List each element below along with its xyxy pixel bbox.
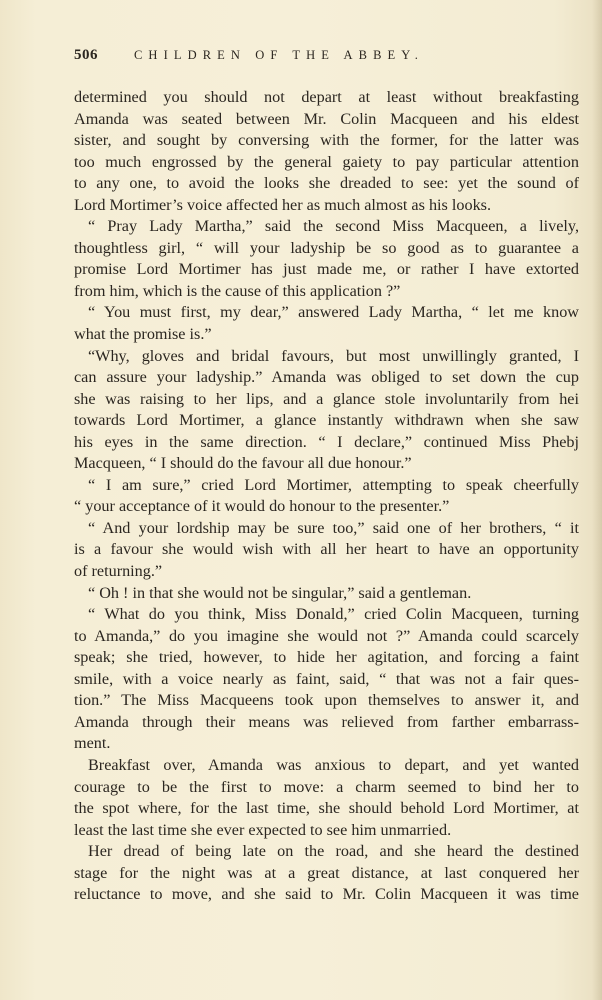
text-line: what the promise is.” [74, 325, 212, 344]
text-line: she was raising to her lips, and a glance stole involuntarily from hei [74, 389, 579, 408]
text-line: Amanda was seated between Mr. Colin Macqueen and his eldest [74, 109, 579, 128]
text-line: “ Oh ! in that she would not be singular,” said a gentleman. [88, 583, 472, 602]
text-line: to any one, to avoid the looks she dreaded to see: yet the sound of [74, 174, 579, 193]
text-line: too much engrossed by the general gaiety to pay particular attention [74, 152, 579, 171]
text-line: thoughtless girl, “ will your ladyship be so good as to guarantee a [74, 238, 579, 257]
text-line: sister, and sought by conversing with the former, for the latter was [74, 131, 579, 150]
text-line: courage to be the first to move: a charm seemed to bind her to [74, 777, 579, 796]
text-line: to Amanda,” do you imagine she would not ?” Amanda could scarcely [74, 626, 579, 645]
text-line: Breakfast over, Amanda was anxious to depart, and yet wanted [88, 755, 579, 774]
text-line: can assure your ladyship.” Amanda was obliged to set down the cup [74, 368, 579, 387]
text-line: his eyes in the same direction. “ I declare,” continued Miss Phebj [74, 432, 579, 451]
text-line: of returning.” [74, 562, 163, 581]
text-line: speak; she tried, however, to hide her agitation, and forcing a faint [74, 648, 579, 667]
text-line: “ What do you think, Miss Donald,” cried Colin Macqueen, turning [88, 605, 579, 624]
text-line: Her dread of being late on the road, and she heard the destined [88, 842, 579, 861]
text-line: promise Lord Mortimer has just made me, or rather I have extorted [74, 260, 579, 279]
text-line: least the last time she ever expected to see him unmarried. [74, 820, 452, 839]
page-edge-shadow [592, 0, 602, 1000]
text-line: “Why, gloves and bridal favours, but most unwillingly granted, I [88, 346, 579, 365]
text-line: “ Pray Lady Martha,” said the second Miss Macqueen, a lively, [88, 217, 579, 236]
text-line: stage for the night was at a great distance, at last conquered her [74, 863, 579, 882]
text-line: tion.” The Miss Macqueens took upon themselves to answer it, and [74, 691, 579, 710]
text-line: Lord Mortimer’s voice affected her as much almost as his looks. [74, 195, 492, 214]
body-text [74, 87, 579, 906]
page-header [74, 47, 579, 69]
text-line: is a favour she would wish with all her heart to have an opportunity [74, 540, 579, 559]
text-line: determined you should not depart at least without breakfasting [74, 88, 579, 106]
text-line: Macqueen, “ I should do the favour all due honour.” [74, 454, 412, 473]
page-number: 506 [74, 47, 98, 63]
text-line: “ And your lordship may be sure too,” said one of her brothers, “ it [88, 518, 579, 537]
text-line: towards Lord Mortimer, a glance instantly withdrawn when she saw [74, 411, 579, 430]
text-line: the spot where, for the last time, she should behold Lord Mortimer, at [74, 799, 579, 818]
text-line: ment. [74, 734, 111, 753]
text-line: “ your acceptance of it would do honour to the presenter.” [74, 497, 450, 516]
text-line: Amanda through their means was relieved from farther embarrass- [74, 712, 579, 731]
running-title: CHILDREN OF THE ABBEY. [134, 48, 425, 62]
text-line: “ You must first, my dear,” answered Lady Martha, “ let me know [88, 303, 579, 322]
text-line: “ I am sure,” cried Lord Mortimer, attempting to speak cheerfully [88, 475, 579, 494]
text-line: reluctance to move, and she said to Mr. Colin Macqueen it was time [74, 885, 579, 904]
text-line: smile, with a voice nearly as faint, said, “ that was not a fair ques- [74, 669, 579, 688]
text-line: from him, which is the cause of this application ?” [74, 281, 401, 300]
